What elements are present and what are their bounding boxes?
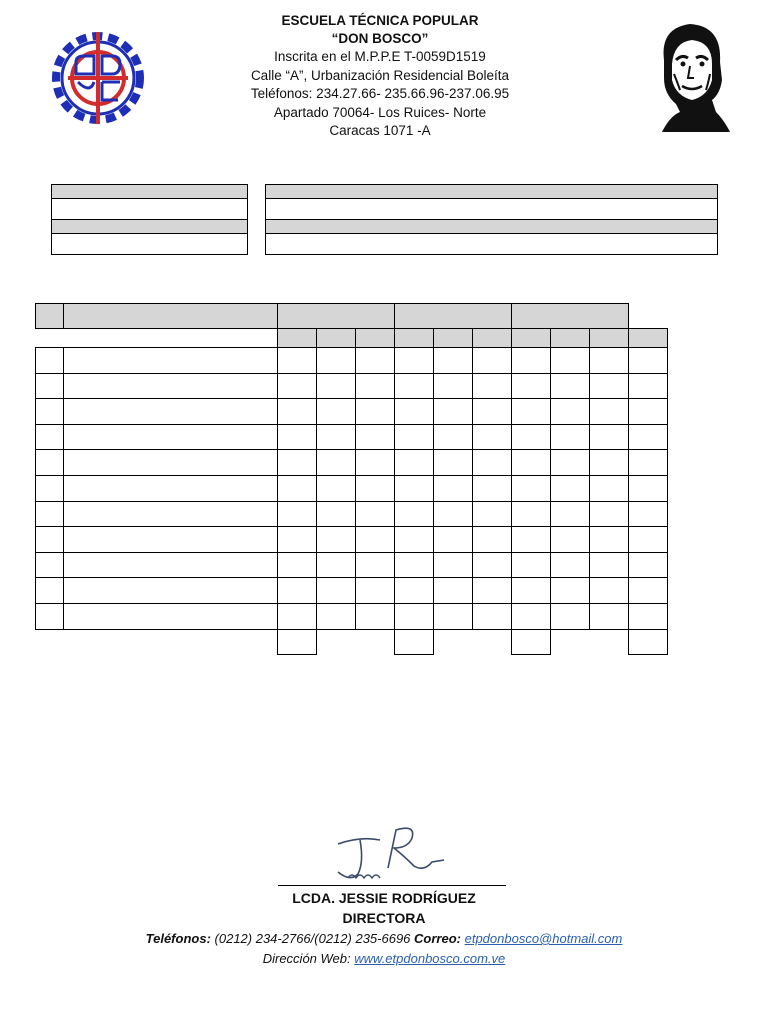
row-number-cell	[36, 399, 64, 425]
totals-row	[36, 629, 668, 655]
grade-cell	[434, 424, 473, 450]
empty-cell	[64, 629, 278, 655]
grade-cell	[590, 424, 629, 450]
table-row	[36, 424, 668, 450]
table-row	[36, 501, 668, 527]
grade-cell	[512, 450, 551, 476]
grade-cell	[512, 348, 551, 374]
grade-cell	[629, 578, 668, 604]
grade-cell	[434, 501, 473, 527]
subheader-cell	[629, 329, 668, 348]
info-label-cell	[52, 185, 248, 199]
web-label: Dirección Web:	[262, 951, 351, 966]
grade-cell	[356, 373, 395, 399]
email-link[interactable]: etpdonbosco@hotmail.com	[464, 931, 623, 946]
name-cell	[64, 501, 278, 527]
grade-cell	[278, 552, 317, 578]
grade-cell	[512, 373, 551, 399]
name-cell	[64, 399, 278, 425]
name-cell	[64, 475, 278, 501]
grade-cell	[629, 450, 668, 476]
grade-cell	[317, 399, 356, 425]
grade-cell	[590, 399, 629, 425]
grade-cell	[395, 475, 434, 501]
grade-cell	[395, 399, 434, 425]
empty-cell	[551, 629, 590, 655]
grade-cell	[278, 450, 317, 476]
table-row	[36, 552, 668, 578]
grade-cell	[551, 424, 590, 450]
contact-line	[100, 929, 668, 948]
grade-cell	[434, 475, 473, 501]
grade-cell	[590, 475, 629, 501]
grade-cell	[317, 578, 356, 604]
subheader-cell	[317, 329, 356, 348]
grade-cell	[317, 527, 356, 553]
grade-cell	[317, 552, 356, 578]
row-number-cell	[36, 552, 64, 578]
grade-cell	[356, 475, 395, 501]
school-po-box: Apartado 70064- Los Ruices- Norte	[273, 104, 487, 120]
grade-cell	[473, 475, 512, 501]
table-subheader-row	[36, 329, 668, 348]
grade-cell	[317, 603, 356, 629]
grade-cell	[434, 578, 473, 604]
name-cell	[64, 552, 278, 578]
grade-cell	[473, 399, 512, 425]
grade-cell	[395, 603, 434, 629]
total-cell	[278, 629, 317, 655]
subheader-cell	[473, 329, 512, 348]
grade-cell	[551, 603, 590, 629]
school-logo-icon	[46, 24, 150, 132]
row-number-cell	[36, 348, 64, 374]
grade-cell	[278, 578, 317, 604]
grade-cell	[317, 501, 356, 527]
grade-cell	[512, 399, 551, 425]
grade-cell	[473, 373, 512, 399]
grade-cell	[434, 373, 473, 399]
grade-cell	[629, 399, 668, 425]
grade-cell	[278, 475, 317, 501]
signature-line	[278, 885, 506, 886]
name-cell	[64, 373, 278, 399]
phones-label: Teléfonos:	[145, 931, 211, 946]
grade-cell	[590, 603, 629, 629]
header-cell	[64, 304, 278, 329]
row-number-cell	[36, 527, 64, 553]
subheader-cell	[434, 329, 473, 348]
subheader-cell	[512, 329, 551, 348]
web-line	[100, 949, 668, 968]
info-value-cell	[266, 234, 718, 255]
grades-table	[35, 303, 668, 655]
grade-cell	[278, 373, 317, 399]
grade-cell	[629, 475, 668, 501]
grade-cell	[590, 552, 629, 578]
row-number-cell	[36, 501, 64, 527]
table-row	[36, 450, 668, 476]
grade-cell	[317, 424, 356, 450]
empty-cell	[317, 629, 356, 655]
grade-cell	[473, 527, 512, 553]
table-row	[36, 475, 668, 501]
info-label-cell	[52, 220, 248, 234]
school-city: Caracas 1071 -A	[329, 123, 431, 138]
grade-cell	[395, 348, 434, 374]
grade-cell	[512, 475, 551, 501]
grade-cell	[434, 552, 473, 578]
grade-cell	[551, 475, 590, 501]
subheader-cell	[551, 329, 590, 348]
grade-cell	[629, 527, 668, 553]
grade-cell	[395, 501, 434, 527]
subheader-cell	[278, 329, 317, 348]
grade-cell	[551, 450, 590, 476]
row-number-cell	[36, 450, 64, 476]
empty-cell	[36, 629, 64, 655]
grade-cell	[512, 578, 551, 604]
grade-cell	[551, 373, 590, 399]
grade-cell	[278, 603, 317, 629]
grade-cell	[590, 527, 629, 553]
grade-cell	[512, 501, 551, 527]
name-cell	[64, 527, 278, 553]
row-number-cell	[36, 603, 64, 629]
web-link[interactable]: www.etpdonbosco.com.ve	[354, 951, 506, 966]
grade-cell	[278, 527, 317, 553]
director-title: DIRECTORA	[342, 910, 426, 926]
grade-cell	[434, 348, 473, 374]
director-name: LCDA. JESSIE RODRÍGUEZ	[292, 890, 476, 906]
grade-cell	[356, 501, 395, 527]
grade-cell	[395, 527, 434, 553]
empty-cell	[356, 629, 395, 655]
grade-cell	[356, 527, 395, 553]
grade-cell	[512, 424, 551, 450]
grade-cell	[356, 552, 395, 578]
grade-cell	[551, 399, 590, 425]
info-box-left	[51, 184, 248, 255]
info-value-cell	[266, 199, 718, 220]
signature-icon	[320, 822, 450, 884]
table-row	[36, 373, 668, 399]
grade-cell	[317, 450, 356, 476]
name-cell	[64, 578, 278, 604]
phones-value: (0212) 234-2766/(0212) 235-6696	[214, 931, 411, 946]
grade-cell	[590, 501, 629, 527]
grade-cell	[590, 348, 629, 374]
school-subtitle: “DON BOSCO”	[331, 31, 429, 46]
grade-cell	[590, 450, 629, 476]
grades-table-body	[36, 304, 668, 655]
empty-cell	[629, 304, 668, 329]
school-address: Calle “A”, Urbanización Residencial Boleíta	[250, 67, 510, 83]
grade-cell	[590, 578, 629, 604]
subheader-cell	[590, 329, 629, 348]
table-row	[36, 578, 668, 604]
grade-cell	[473, 450, 512, 476]
grade-cell	[395, 552, 434, 578]
school-phones: Teléfonos: 234.27.66- 235.66.96-237.06.95	[250, 86, 510, 101]
header-cell-group	[278, 304, 395, 329]
header-cell-group	[512, 304, 629, 329]
subheader-cell	[356, 329, 395, 348]
grade-cell	[434, 450, 473, 476]
school-header	[180, 12, 580, 141]
grade-cell	[629, 552, 668, 578]
info-value-cell	[52, 199, 248, 220]
row-number-cell	[36, 578, 64, 604]
grade-cell	[317, 348, 356, 374]
school-name: ESCUELA TÉCNICA POPULAR	[281, 13, 479, 28]
empty-cell	[434, 629, 473, 655]
email-label: Correo:	[414, 931, 461, 946]
grade-cell	[434, 527, 473, 553]
row-number-cell	[36, 475, 64, 501]
grade-cell	[551, 578, 590, 604]
grade-cell	[395, 450, 434, 476]
grade-cell	[356, 578, 395, 604]
grade-cell	[512, 603, 551, 629]
empty-cell	[590, 629, 629, 655]
grade-cell	[356, 424, 395, 450]
grade-cell	[317, 373, 356, 399]
school-registration: Inscrita en el M.P.P.E T-0059D1519	[274, 49, 486, 64]
grade-cell	[317, 475, 356, 501]
grade-cell	[473, 552, 512, 578]
portrait-icon	[650, 20, 732, 134]
grade-cell	[278, 399, 317, 425]
row-number-cell	[36, 373, 64, 399]
name-cell	[64, 424, 278, 450]
name-cell	[64, 450, 278, 476]
grade-cell	[278, 348, 317, 374]
total-cell	[512, 629, 551, 655]
footer	[100, 888, 668, 968]
grade-cell	[356, 450, 395, 476]
name-cell	[64, 348, 278, 374]
grade-cell	[473, 348, 512, 374]
table-row	[36, 527, 668, 553]
grade-cell	[629, 373, 668, 399]
info-label-cell	[266, 185, 718, 199]
name-cell	[64, 603, 278, 629]
grade-cell	[590, 373, 629, 399]
grade-cell	[356, 603, 395, 629]
grade-cell	[629, 603, 668, 629]
grade-cell	[473, 603, 512, 629]
header-cell	[36, 304, 64, 329]
grade-cell	[395, 578, 434, 604]
grade-cell	[629, 424, 668, 450]
grade-cell	[473, 424, 512, 450]
total-cell	[395, 629, 434, 655]
grade-cell	[629, 348, 668, 374]
grade-cell	[551, 348, 590, 374]
grade-cell	[278, 501, 317, 527]
table-header-row	[36, 304, 668, 329]
grade-cell	[395, 424, 434, 450]
info-value-cell	[52, 234, 248, 255]
info-label-cell	[266, 220, 718, 234]
grade-cell	[551, 501, 590, 527]
table-row	[36, 348, 668, 374]
row-number-cell	[36, 424, 64, 450]
table-row	[36, 603, 668, 629]
grade-cell	[434, 399, 473, 425]
grade-cell	[473, 578, 512, 604]
total-cell	[629, 629, 668, 655]
subheader-cell	[395, 329, 434, 348]
table-row	[36, 399, 668, 425]
info-box-right	[265, 184, 718, 255]
grade-cell	[434, 603, 473, 629]
grade-cell	[356, 348, 395, 374]
header-cell-group	[395, 304, 512, 329]
grade-cell	[278, 424, 317, 450]
grade-cell	[512, 552, 551, 578]
grade-cell	[395, 373, 434, 399]
grade-cell	[512, 527, 551, 553]
grade-cell	[551, 552, 590, 578]
empty-cell	[36, 329, 278, 348]
empty-cell	[473, 629, 512, 655]
grade-cell	[551, 527, 590, 553]
grade-cell	[629, 501, 668, 527]
grade-cell	[356, 399, 395, 425]
grade-cell	[473, 501, 512, 527]
